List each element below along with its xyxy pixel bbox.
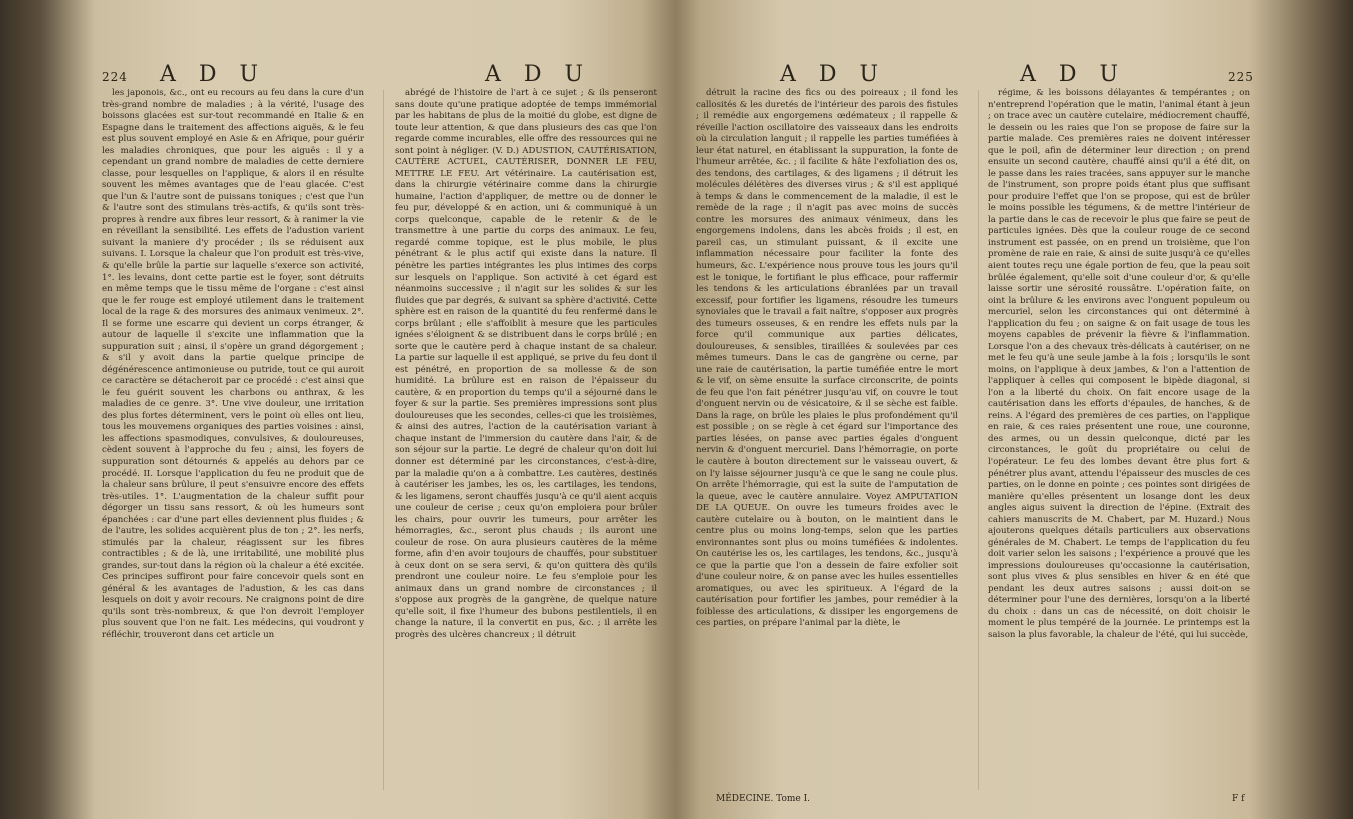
column-text: détruit la racine des fics ou des poireaux ; il fond les callosités & les duretés de l'intérieur des parois des fistules ; il remédie aux engorgemens œdémateux ; il rappelle & réveille l'action oscillatoire des vaisseaux dans les endroits où la circulation languit ; il rappelle les parties tuméfiées à leur état naturel, en établissant la suppuration, la fonte de l'humeur arrêtée, &c. ; il facilite & hâte l'exfoliation des os, des tendons, des cartilages, & des ligamens ; il détruit les molécules délétères des diverses virus ; & s'il est appliqué à temps & dans le commencement de la maladie, il est le remède de la rage ; il n'agit pas avec moins de succès contre les morsures des animaux vénimeux, dans les engorgemens indolens, dans les abcès froids ; il est, en pareil cas, un stimulant puissant, & il excite une inflammation nécessaire pour faciliter la fonte des humeurs, &c. L'expérience nous prouve tous les jours qu'il est le tonique, le fortifiant le plus efficace, pour raffermir les tendons & les articulations ébranlées par un travail excessif, pour fortifier les ligamens, résoudre les tumeurs synoviales que le travail a fait naître, s'opposer aux progrès des tumeurs osseuses, & en rendre les effets nuls par la force qu'il communique aux parties délicates, douloureuses, & sensibles, tiraillées & soulevées par ces mêmes tumeurs. Dans le cas de gangrène ou cerne, par une raie de cautérisation, la partie tuméfiée entre le mort & le vif, on sème ensuite la surface circonscrite, de points de feu que l'on fait pénétrer jusqu'au vif, on couvre le tout d'onguent nervin ou de vésicatoire, & il se sèche est faible. Dans la rage, on brûle les plaies le plus profondément qu'il est possible ; on se règle à cet égard sur l'importance des parties lésées, on panse avec parties égales d'onguent nervin & d'onguent mercuriel. Dans l'hémorragie, on porte le cautère à bouton directement sur le vaisseau ouvert, & on l'y laisse séjourner jusqu'à ce que le sang ne coule plus. On arrête l'hémorragie, qui est la suite de l'amputation de la queue, avec le cautère annulaire. Voyez AMPUTATION DE LA QUEUE. On ouvre les tumeurs froides avec le cautère cutelaire ou à bouton, on le maintient dans le centre plus ou moins long-temps, selon que les parties environnantes sont plus ou moins tuméfiées & indolentes. On cautérise les os, les cartilages, les tendons, &c., jusqu'à ce que la partie que l'on a dessein de faire exfolier soit d'une couleur noire, & on panse avec les huiles essentielles aromatiques, ou avec les spiritueux. A l'égard de la cautérisation pour fortifier les jambes, pour remédier à la foiblesse des articulations, & dissiper les engorgemens de ces parties, on prépare l'animal par la diète, le [696,88,958,629]
column-text: abrégé de l'histoire de l'art à ce sujet ; & ils penseront sans doute qu'une pratique adoptée de temps immémorial par les habitans de plus de la moitié du globe, est digne de toute leur attention, & que dans plusieurs des cas que l'on regarde comme incurables, elle offre des ressources qui ne sont point à négliger. (V. D.) ADUSTION, CAUTÉRISATION, CAUTÈRE ACTUEL, CAUTÉRISER, DONNER LE FEU, METTRE LE FEU. Art vétérinaire. La cautérisation est, dans la chirurgie vétérinaire comme dans la chirurgie humaine, l'action d'appliquer, de mettre ou de donner le feu pur, développé & en action, uni & communiqué à un corps quelconque, capable de le retenir & de le transmettre à une partie du corps des animaux. Le feu, regardé comme topique, est le plus mobile, le plus pénétrant & le plus actif qui existe dans la nature. Il pénètre les parties intégrantes les plus intimes des corps sur lesquels on l'applique. Son activité à cet égard est néanmoins successive ; il n'agit sur les solides & sur les fluides que par degrés, & suivant sa sphère d'activité. Cette sphère est en raison de la quantité du feu renfermé dans le corps brûlant ; elle s'affoiblit à mesure que les particules ignées s'éloignent & se distribuent dans le corps brûlé ; en sorte que le cautère perd à chaque instant de sa chaleur. La partie sur laquelle il est appliqué, se prive du feu dont il est pénétré, en proportion de sa mollesse & de son humidité. La brûlure est en raison de l'épaisseur du cautère, & en proportion du temps qu'il a séjourné dans le foyer & sur la partie. Ses premières impressions sont plus douloureuses que les secondes, celles-ci que les troisièmes, & ainsi des autres, l'action de la cautérisation variant à chaque instant de l'immersion du cautère dans l'air, & de son séjour sur la partie. Le degré de chaleur qu'on doit lui donner est déterminé par les circonstances, c'est-à-dire, par la maladie qu'on a à combattre. Les cautères, destinés à cautériser les jambes, les os, les cartilages, les tendons, & les ligamens, seront chauffés jusqu'à ce qu'il aient acquis une couleur de cerise ; ceux qu'on emploiera pour brûler les chairs, pour ouvrir les tumeurs, pour arrêter les hémorragies, &c., seront plus chauds ; ils auront une couleur de rose. On aura plusieurs cautères de la même forme, afin d'en avoir toujours de chauffés, pour substituer à ceux dont on se sera servi, & qu'on quittera dès qu'ils prendront une couleur noire. Le feu s'emploie pour les animaux dans un grand nombre de circonstances ; il s'oppose aux progrès de la gangrène, de quelque nature qu'elle soit, il fixe l'humeur des bubons pestilentiels, il en change la nature, il la convertit en pus, &c. ; il arrête les progrès des ulcères chancreux ; il détruit [395,88,657,640]
text-column [395,88,657,642]
running-head: A D U [485,62,592,87]
running-head: A D U [1020,62,1127,87]
column-text: les japonois, &c., ont eu recours au feu dans la cure d'un très-grand nombre de maladies ; à la vérité, l'usage des boissons glacées est sur-tout recommandé en Italie & en Espagne dans le traitement des affections aiguës, & le feu est plus souvent employé en Asie & en Afrique, pour guérir les maladies chroniques, que pour les aiguës : il y a cependant un grand nombre de maladies de cette derniere classe, pour lesquelles on l'applique, & alors il en résulte souvent les mêmes avantages que de l'eau glacée. C'est que l'un & l'autre sont de puissans toniques ; c'est que l'un & l'autre sont des stimulans très-actifs, & qu'ils sont très-propres à rendre aux fibres leur ressort, & à ranimer la vie en réveillant la sensibilité. Les effets de l'adustion varient suivant la maniere d'y procéder ; ils se réduisent aux suivans. I. Lorsque la chaleur que l'on produit est très-vive, & qu'elle brûle la partie sur laquelle s'exerce son activité, 1°. les levains, dont cette partie est le foyer, sont détruits en même temps que le tissu même de l'organe : c'est ainsi que le fer rouge est employé utilement dans le traitement local de la rage & des morsures des animaux venimeux. 2°. Il se forme une escarre qui devient un corps étranger, & autour de laquelle il s'excite une inflammation que la suppuration suit ; ainsi, il s'opère un grand dégorgement ; & s'il y avoit dans la partie quelque principe de dégénérescence antimonieuse ou putride, tout ce qui auroit ce caractère se détacheroit par ce procédé : c'est ainsi que le feu guérit souvent les charbons ou anthrax, & les maladies de ce genre. 3°. Une vive douleur, une irritation des plus fortes déterminent, vers le point où elles ont lieu, tous les mouvemens organiques des parties voisines : ainsi, les affections spasmodiques, convulsives, & douloureuses, cèdent souvent à l'approche du feu ; ainsi, les foyers de suppuration sont détournés & appelés au dehors par ce procédé. II. Lorsque l'application du feu ne produit que de la chaleur sans brûlure, il peut s'ensuivre encore des effets très-utiles. 1°. L'augmentation de la chaleur suffit pour dégorger un tissu sans ressort, & où les humeurs sont épanchées : car d'une part elles deviennent plus fluides ; & de l'autre, les solides acquièrent plus de ton ; 2°. les nerfs, stimulés par la chaleur, réagissent sur les fibres contractibles ; & de là, une irritabilité, une mobilité plus grandes, sur-tout dans la région où la chaleur a été excitée. Ces principes suffiront pour faire concevoir quels sont en général & les avantages de l'adustion, & les cas dans lesquels on doit y avoir recours. Ne craignons point de dire qu'ils sont très-nombreux, & que l'on devroit l'employer plus souvent que l'on ne fait. Les médecins, qui voudront y réfléchir, trouveront dans cet article un [102,88,364,640]
running-head: A D U [160,62,267,87]
text-column [696,88,958,630]
right-page [680,0,1270,819]
text-column [102,88,364,642]
running-head: A D U [780,62,887,87]
column-text: régime, & les boissons délayantes & tempérantes ; on n'entreprend l'opération que le matin, l'animal étant à jeun ; on trace avec un cautère cutelaire, médiocrement chauffé, le dessein ou les raies que l'on se propose de faire sur la partie malade. Ces premières raies ne doivent intéresser que le poil, afin de déterminer leur direction ; on prend ensuite un second cautère, chauffé ainsi qu'il a été dit, on le passe dans les raies tracées, sans appuyer sur le manche de l'instrument, son propre poids étant plus que suffisant pour produire l'effet que l'on se propose, qui est de brûler le moins possible les tégumens, & de mettre l'intérieur de la partie dans le cas de recevoir le plus que faire se peut de particules ignées. Dès que la couleur rouge de ce second instrument est passée, on en prend un troisième, que l'on promène de raie en raie, & ainsi de suite jusqu'à ce qu'elles aient toutes reçu une égale portion de feu, que la peau soit brûlée également, qu'elle soit d'une couleur d'or, & qu'elle laisse sortir une sérosité roussâtre. L'opération faite, on oint la brûlure & les environs avec l'onguent populeum ou mercuriel, selon les circonstances qui ont déterminé à l'application du feu ; on saigne & on fait usage de tous les moyens capables de prévenir la fièvre & l'inflammation. Lorsque l'on a des chevaux très-délicats à cautériser, on ne met le feu qu'à une seule jambe à la fois ; lorsqu'ils le sont moins, on l'applique à deux jambes, & l'on a l'attention de l'appliquer à celles qui composent le bipède diagonal, si l'on a la liberté du choix. On fait encore usage de la cautérisation dans les efforts d'épaules, de hanches, & de reins. A l'égard des premières de ces parties, on l'applique en raie, & ces raies présentent une roue, une couronne, des armes, ou un dessin quelconque, dicté par les circonstances, le goût du propriétaire ou celui de l'opérateur. Le feu des lombes devant être plus fort & pénétrer plus avant, attendu l'épaisseur des muscles de ces parties, on le donne en pointe ; ces pointes sont dirigées de manière qu'elles présentent un losange dont les deux angles aigus suivent la direction de l'épine. (Extrait des cahiers manuscrits de M. Chabert, par M. Huzard.) Nous ajouterons quelques détails particuliers aux observations générales de M. Chabert. Le temps de l'application du feu doit varier selon les saisons ; l'expérience a prouvé que les impressions douloureuses qu'occasionne la cautérisation, sont plus vives & plus sensibles en hiver & en été que pendant les deux autres saisons ; aussi doit-on se déterminer pour l'une des dernières, lorsqu'on a la liberté du choix : dans un cas de nécessité, on doit choisir le moment le plus tempéré de la journée. Le printemps est la saison la plus favorable, la chaleur de l'été, qui lui succède, [988,88,1250,640]
left-page-header [90,58,675,88]
signature-mark: MÉDECINE. Tome I. [716,794,811,804]
column-divider [978,90,979,790]
right-page-header [680,58,1270,88]
column-divider [383,90,384,790]
page-number: 225 [1228,70,1254,84]
left-page [90,0,675,819]
page-number: 224 [102,70,128,84]
catchword: F f [1232,794,1245,804]
text-column [988,88,1250,642]
